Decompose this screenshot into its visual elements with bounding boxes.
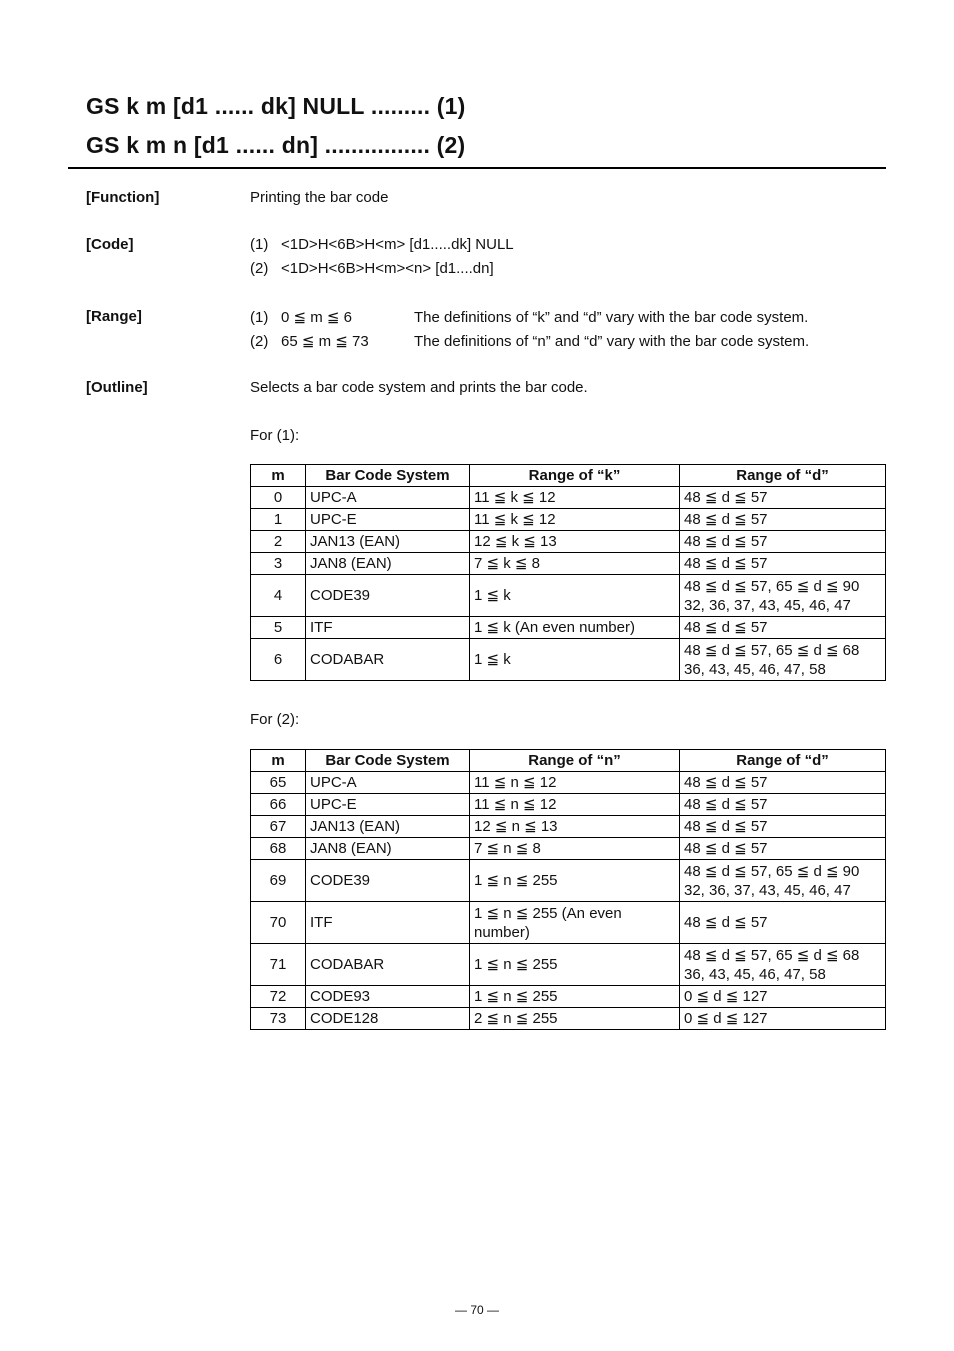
cell-range: 11 ≦ n ≦ 12 [470, 794, 680, 816]
cell-system: ITF [306, 902, 470, 944]
title-divider [68, 167, 886, 169]
table-row [251, 816, 886, 838]
cell-m: 67 [251, 816, 306, 838]
table-row [251, 986, 886, 1008]
cell-d: 0 ≦ d ≦ 127 [680, 1008, 886, 1030]
cell-system: UPC-E [306, 509, 470, 531]
table-row [251, 531, 886, 553]
cell-d: 48 ≦ d ≦ 57 [680, 509, 886, 531]
column-header-m: m [251, 465, 306, 487]
table-header-row [251, 465, 886, 487]
table1-caption: For (1): [250, 427, 300, 444]
cell-d: 48 ≦ d ≦ 57 [680, 531, 886, 553]
function-label: [Function] [86, 189, 160, 206]
cell-d: 0 ≦ d ≦ 127 [680, 986, 886, 1008]
table-row [251, 772, 886, 794]
code-label: [Code] [86, 236, 134, 253]
table-row [251, 575, 886, 617]
cell-d-line: 36, 43, 45, 46, 47, 58 [684, 965, 826, 983]
cell-d: 48 ≦ d ≦ 57 [680, 816, 886, 838]
cell-d-line: 36, 43, 45, 46, 47, 58 [684, 660, 826, 678]
cell-range: 1 ≦ k (An even number) [470, 617, 680, 639]
table-row [251, 902, 886, 944]
code-line-text: <1D>H<6B>H<m><n> [d1....dn] [281, 260, 494, 277]
cell-m: 68 [251, 838, 306, 860]
cell-m: 73 [251, 1008, 306, 1030]
cell-range: 1 ≦ k [470, 575, 680, 617]
cell-range: 12 ≦ k ≦ 13 [470, 531, 680, 553]
cell-d-line: 32, 36, 37, 43, 45, 46, 47 [684, 881, 851, 899]
cell-d: 48 ≦ d ≦ 57 [680, 553, 886, 575]
range-definition: The definitions of “n” and “d” vary with the bar code system. [414, 333, 810, 350]
cell-m: 6 [251, 639, 306, 681]
cell-system: CODE93 [306, 986, 470, 1008]
cell-d-line: 48 ≦ d ≦ 57, 65 ≦ d ≦ 68 [684, 946, 860, 964]
code-line-2 [250, 260, 494, 277]
cell-system: CODE128 [306, 1008, 470, 1030]
cell-m: 4 [251, 575, 306, 617]
cell-m: 3 [251, 553, 306, 575]
cell-m: 1 [251, 509, 306, 531]
table-row [251, 639, 886, 681]
cell-d [680, 944, 886, 986]
code-line-number: (1) [250, 236, 269, 253]
cell-d: 48 ≦ d ≦ 57 [680, 617, 886, 639]
cell-range [470, 902, 680, 944]
range-line-2 [250, 332, 809, 350]
column-header-range: Range of “n” [470, 750, 680, 772]
cell-m: 72 [251, 986, 306, 1008]
page-number: — 70 — [454, 1303, 499, 1317]
cell-system: CODABAR [306, 639, 470, 681]
cell-d: 48 ≦ d ≦ 57 [680, 902, 886, 944]
table-row [251, 1008, 886, 1030]
cell-d [680, 860, 886, 902]
cell-range-line: 1 ≦ n ≦ 255 (An even [474, 904, 622, 922]
command-title-1: GS k m [d1 ...... dk] NULL ......... (1) [86, 93, 466, 119]
column-header-m: m [251, 750, 306, 772]
cell-d [680, 639, 886, 681]
cell-d-line: 48 ≦ d ≦ 57, 65 ≦ d ≦ 90 [684, 862, 860, 880]
range-condition: 0 ≦ m ≦ 6 [281, 309, 352, 326]
table-row [251, 860, 886, 902]
cell-d-line: 32, 36, 37, 43, 45, 46, 47 [684, 596, 851, 614]
barcode-table-1 [250, 464, 886, 681]
column-header-system: Bar Code System [306, 465, 470, 487]
table-row [251, 487, 886, 509]
cell-range: 7 ≦ k ≦ 8 [470, 553, 680, 575]
table-row [251, 838, 886, 860]
table-row [251, 794, 886, 816]
cell-m: 71 [251, 944, 306, 986]
cell-m: 70 [251, 902, 306, 944]
cell-m: 5 [251, 617, 306, 639]
column-header-d: Range of “d” [680, 750, 886, 772]
range-line-1 [250, 308, 808, 326]
cell-system: JAN13 (EAN) [306, 816, 470, 838]
cell-system: UPC-A [306, 772, 470, 794]
cell-m: 65 [251, 772, 306, 794]
code-line-text: <1D>H<6B>H<m> [d1.....dk] NULL [281, 236, 514, 253]
cell-d-line: 48 ≦ d ≦ 57, 65 ≦ d ≦ 90 [684, 577, 860, 595]
cell-m: 2 [251, 531, 306, 553]
table-row [251, 509, 886, 531]
cell-range: 1 ≦ n ≦ 255 [470, 860, 680, 902]
cell-d: 48 ≦ d ≦ 57 [680, 487, 886, 509]
code-line-number: (2) [250, 260, 269, 277]
cell-d: 48 ≦ d ≦ 57 [680, 794, 886, 816]
cell-range: 2 ≦ n ≦ 255 [470, 1008, 680, 1030]
cell-d-line: 48 ≦ d ≦ 57, 65 ≦ d ≦ 68 [684, 641, 860, 659]
table-row [251, 553, 886, 575]
cell-d: 48 ≦ d ≦ 57 [680, 838, 886, 860]
cell-range: 1 ≦ n ≦ 255 [470, 944, 680, 986]
cell-system: JAN8 (EAN) [306, 838, 470, 860]
table-row [251, 944, 886, 986]
code-line-1 [250, 236, 514, 253]
cell-range: 1 ≦ k [470, 639, 680, 681]
cell-system: JAN13 (EAN) [306, 531, 470, 553]
outline-label: [Outline] [86, 379, 148, 396]
cell-system: CODE39 [306, 575, 470, 617]
cell-system: UPC-A [306, 487, 470, 509]
cell-d [680, 575, 886, 617]
cell-range: 11 ≦ k ≦ 12 [470, 509, 680, 531]
range-definition: The definitions of “k” and “d” vary with the bar code system. [414, 309, 809, 326]
range-label: [Range] [86, 308, 142, 325]
cell-d: 48 ≦ d ≦ 57 [680, 772, 886, 794]
cell-system: ITF [306, 617, 470, 639]
table2-caption: For (2): [250, 711, 300, 728]
cell-system: CODE39 [306, 860, 470, 902]
cell-range: 7 ≦ n ≦ 8 [470, 838, 680, 860]
cell-range-line: number) [474, 923, 530, 941]
cell-range: 11 ≦ k ≦ 12 [470, 487, 680, 509]
cell-system: CODABAR [306, 944, 470, 986]
range-line-number: (2) [250, 333, 269, 350]
cell-range: 12 ≦ n ≦ 13 [470, 816, 680, 838]
range-line-number: (1) [250, 309, 269, 326]
column-header-d: Range of “d” [680, 465, 886, 487]
cell-m: 66 [251, 794, 306, 816]
command-title-2: GS k m n [d1 ...... dn] ................ (2) [86, 132, 466, 158]
table-header-row [251, 750, 886, 772]
outline-text: Selects a bar code system and prints the bar code. [250, 379, 588, 396]
cell-m: 69 [251, 860, 306, 902]
column-header-system: Bar Code System [306, 750, 470, 772]
cell-system: JAN8 (EAN) [306, 553, 470, 575]
cell-m: 0 [251, 487, 306, 509]
column-header-range: Range of “k” [470, 465, 680, 487]
range-condition: 65 ≦ m ≦ 73 [281, 333, 369, 350]
function-text: Printing the bar code [250, 189, 389, 206]
cell-system: UPC-E [306, 794, 470, 816]
table-row [251, 617, 886, 639]
cell-range: 1 ≦ n ≦ 255 [470, 986, 680, 1008]
cell-range: 11 ≦ n ≦ 12 [470, 772, 680, 794]
barcode-table-2 [250, 749, 886, 1030]
